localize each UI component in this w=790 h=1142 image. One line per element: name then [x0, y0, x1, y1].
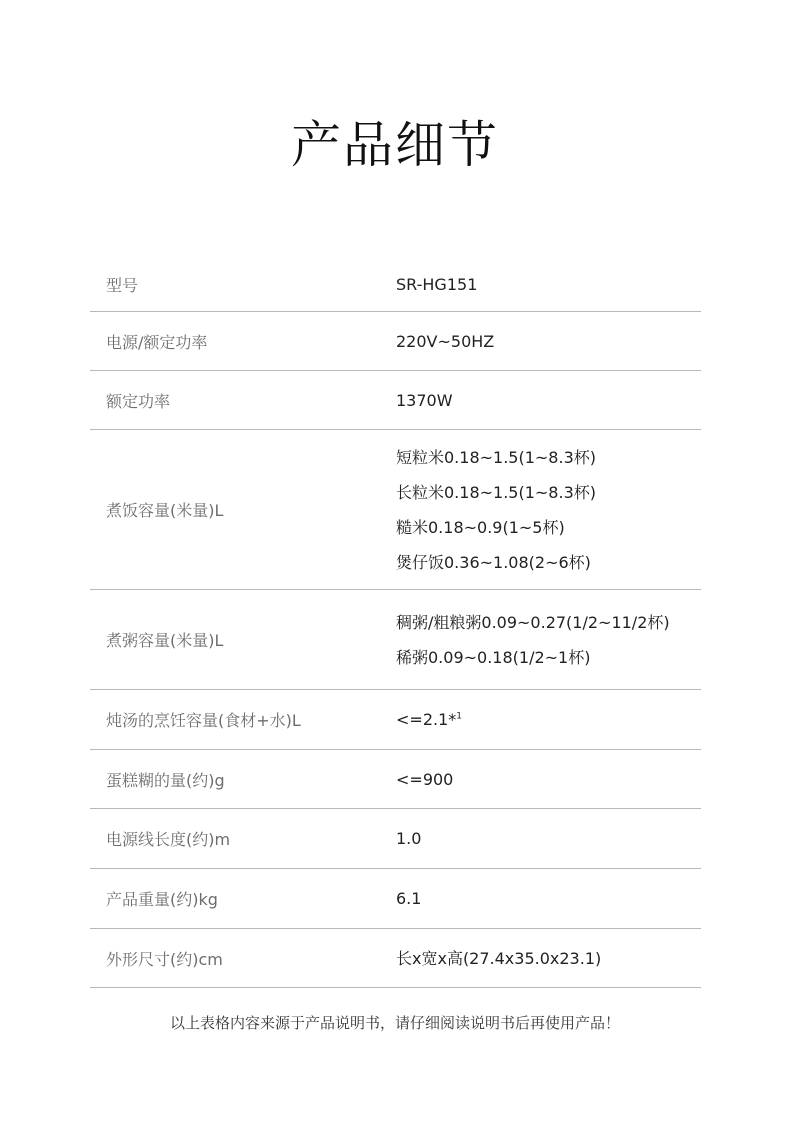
footnote-text: 以上表格内容来源于产品说明书，请仔细阅读说明书后再使用产品！ — [169, 1014, 620, 1032]
spec-value-line: 1.0 — [396, 829, 422, 848]
spec-value — [380, 605, 701, 675]
spec-value — [380, 267, 701, 302]
spec-value-text: <=2.1* — [396, 710, 457, 729]
spec-label: 煮饭容量(米量)L — [106, 501, 224, 520]
spec-row-rice-capacity — [90, 430, 701, 590]
spec-row-porridge-capacity — [90, 590, 701, 690]
spec-value-line: 煲仔饭0.36~1.08(2~6杯) — [396, 552, 591, 572]
spec-label: 电源/额定功率 — [106, 332, 208, 352]
spec-value-line: 6.1 — [396, 889, 422, 908]
spec-row-power-supply — [90, 312, 701, 371]
spec-label: 电源线长度(约)m — [106, 830, 231, 849]
spec-value — [380, 821, 701, 856]
spec-row-weight — [90, 869, 701, 929]
spec-value-line: 长x宽x高(27.4x35.0x23.1) — [396, 948, 602, 968]
spec-row-cord-length — [90, 809, 701, 869]
spec-value — [380, 440, 701, 580]
spec-label: 蛋糕糊的量(约)g — [106, 770, 225, 790]
spec-value-line: SR-HG151 — [396, 275, 478, 294]
spec-label: 产品重量(约)kg — [106, 890, 218, 909]
spec-value-line: 稀粥0.09~0.18(1/2~1杯) — [396, 647, 591, 667]
spec-label: 炖汤的烹饪容量(食材+水)L — [106, 711, 301, 730]
spec-value-line — [396, 702, 701, 737]
spec-value-line: 长粒米0.18~1.5(1~8.3杯) — [396, 482, 596, 502]
spec-value-line: 稠粥/粗粮粥0.09~0.27(1/2~11/2杯) — [396, 612, 670, 632]
spec-value-line: <=900 — [396, 769, 454, 789]
footnote-marker: 1 — [456, 711, 462, 722]
spec-value — [380, 762, 701, 797]
spec-row-cake-batter — [90, 750, 701, 809]
spec-value-line: 220V~50HZ — [396, 331, 495, 351]
spec-value-line: 糙米0.18~0.9(1~5杯) — [396, 517, 565, 537]
spec-table — [90, 258, 701, 988]
spec-label: 型号 — [106, 276, 139, 295]
spec-label: 外形尺寸(约)cm — [106, 949, 223, 969]
spec-value — [380, 941, 701, 976]
spec-value-line: 1370W — [396, 390, 453, 410]
spec-row-soup-capacity — [90, 690, 701, 750]
spec-value — [380, 702, 701, 737]
spec-row-model — [90, 258, 701, 312]
spec-label: 煮粥容量(米量)L — [106, 631, 224, 650]
spec-value — [380, 324, 701, 359]
spec-row-rated-power — [90, 371, 701, 430]
page-title: 产品细节 — [291, 116, 499, 174]
spec-label: 额定功率 — [106, 391, 171, 411]
spec-value-line: 短粒米0.18~1.5(1~8.3杯) — [396, 447, 596, 467]
spec-value — [380, 881, 701, 916]
spec-row-dimensions — [90, 929, 701, 988]
spec-value — [380, 383, 701, 418]
